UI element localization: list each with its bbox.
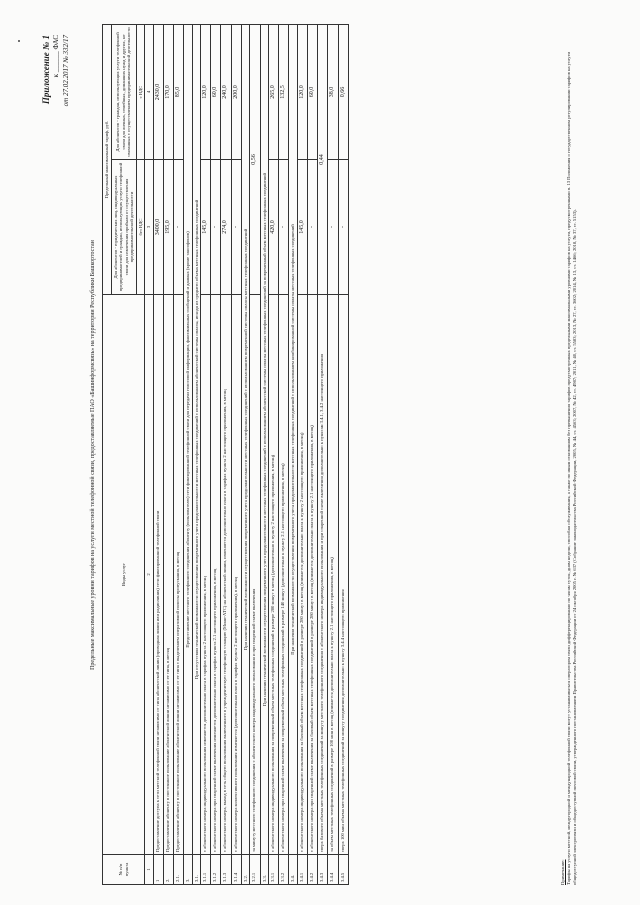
service-description-cell: с абонентского номера индивидуального пользования изменяется дополнительно плата в тарифах пункта 2 настоящего приложения, в месяц: [201, 295, 211, 855]
row-number-cell: 3.4.3: [318, 855, 328, 885]
notes-text: Тарифы на услуги местной, междугородной и международной телефонной связи могут устанавливаться оператором связи дифференцированно по часам суток, дням недели, способам обслуживания, а также по иным основаниям без превышения тарифов предусмотренных предельными максимальными уровнями тарифов на услуги, предусмотренными п. 13 Положения о государственном регулировании тарифов на услуги общедоступной электросвязи и общедоступной почтовой связи, утвержденного постановлением Правительства Российской Федерации от 24 октября 2005 г. № 637 (Собрание законодательства Российской Федерации, 2005, № 44, ст. 4563; 2007, № 42, ст. 4987; 2011, № 40, ст. 5583; 2013, № 27, ст. 3602; 2014, № 13, ст. 1466; 2018, № 37, ст. 5153).: [566, 52, 578, 885]
tariff-legal-cell: 3400,0: [153, 160, 163, 295]
service-description-cell: с абонентского номера при спаренной схеме включения за базовый объем местных телефонных соединений в размере 280 минут в месяц (взимается дополнительно плата к пункту 2.1 настоящего приложения, в месяц): [308, 295, 318, 855]
table-row: [192, 25, 201, 885]
row-number-cell: 3.2.1: [250, 855, 260, 885]
table-row: [297, 25, 307, 885]
tariff-legal-cell: 145,0: [201, 160, 211, 295]
tariff-legal-cell: -: [308, 160, 318, 295]
tariff-citizens-cell: 2430,0: [153, 25, 163, 160]
tariff-legal-cell: -: [338, 160, 348, 295]
service-description-cell: с абонентского номера индивидуального пользования за повременный объем местных телефонных соединений в размере 280 минут в месяц (дополнительно к пункту 2 настоящего приложения, в месяц): [269, 295, 279, 855]
table-row: [201, 25, 211, 885]
table-row: [153, 25, 163, 885]
col-number: 2: [145, 295, 154, 855]
tariff-legal-cell: -: [173, 160, 183, 295]
service-description-cell: сверх 100 мин объема местных телефонных соединений за минуту соединения дополнительно к пункту 3.4.4 настоящего приложения: [338, 295, 348, 855]
col-number: 1: [145, 855, 154, 885]
section-header-cell: При наличии технической возможности осуществления повременного учета продолжительности местных телефонных соединений с использованием повременной системы оплаты местных телефонных соединений: [241, 25, 250, 855]
tariff-legal-cell: -: [231, 160, 241, 295]
table-row: [163, 25, 173, 885]
row-number-cell: 3.3.2: [279, 855, 289, 885]
row-number-cell: 3.3.: [260, 855, 269, 885]
table-row: [318, 25, 328, 885]
table-row: [269, 25, 279, 885]
tariff-legal-cell: 145,0: [297, 160, 307, 295]
tariff-citizens-cell: 240,0: [221, 25, 231, 160]
col-header-vat-legal: без НДС: [136, 160, 145, 295]
table-row: [221, 25, 231, 885]
row-number-cell: 3.1.1: [201, 855, 211, 885]
row-number-cell: 2.: [163, 855, 173, 885]
row-number-cell: 3.2.: [241, 855, 250, 885]
col-header-vat-citizens: с НДС: [136, 25, 145, 160]
appendix-ref-line2: от 27.02.2017 № 332/17: [61, 35, 70, 107]
notes-heading: Примечание:: [560, 859, 565, 885]
service-description-cell: с абонентского номера коллективного пользования изменяется (дополнительная плата в тарифах пункта 2 настоящего приложения), в месяц: [231, 295, 241, 855]
table-row: [211, 25, 221, 885]
col-number: 4: [145, 25, 154, 160]
col-header-legal: Для абонентов - юридических лиц, индивидуальных предпринимателей и граждан, использующих услуги телефонной связи для извлечения прибыли от осуществления предпринимательской деятельности: [111, 160, 136, 295]
tariff-citizens-cell: 200,0: [231, 25, 241, 160]
col-header-citizens: Для абонентов - граждан, использующих услуги телефонной связи для личных, семейных, домашних нужд и других, не связанных с осуществлением предпринимательской деятельности: [111, 25, 136, 160]
row-number-cell: 3.4.4: [328, 855, 338, 885]
row-number-cell: 3.4.2: [308, 855, 318, 885]
tariff-legal-cell: -: [328, 160, 338, 295]
service-description-cell: с абонентского номера индивидуального пользования за базовый объем местных телефонных соединений в размере 280 минут в месяц (взимается дополнительно плата к пункту 2 настоящего приложения, в месяц): [297, 295, 307, 855]
service-description-cell: Предоставление абоненту в постоянное пользование абонентской линии независимо от ее типа, в месяц: [163, 295, 173, 855]
col-header-service: Виды услуг: [103, 295, 145, 855]
service-description-cell: Предоставление доступа к сети местной телефонной связи независимо от типа абонентской линии (проводная линия или радиолиния) сети фиксированной телефонной связи: [153, 295, 163, 855]
tariff-citizens-cell: 265,0: [269, 25, 279, 160]
table-row: [279, 25, 289, 885]
row-number-cell: 3.1.4: [231, 855, 241, 885]
tariff-legal-cell: 420,0: [269, 160, 279, 295]
tariff-citizens-cell: 132,5: [279, 25, 289, 160]
row-number-cell: 3.: [184, 855, 193, 885]
col-header-group: Предельный максимальный тариф, руб.: [103, 25, 112, 295]
section-header-cell: При отсутствии технической возможности осуществления повременного учета продолжительности местных телефонных соединений с использованием абонентской системы оплаты, исходя из среднего объема местных телефонных соединений: [192, 25, 201, 855]
col-number: 3: [145, 160, 154, 295]
document-title: Предельные максимальные уровни тарифов на услуги местной телефонной связи, предоставляемые ПАО «Башинформсвязь» на территории Республики Башкортостан: [90, 240, 96, 670]
tariff-legal-cell: 274,0: [221, 160, 231, 295]
table-row: [250, 25, 260, 885]
tariff-table: [102, 24, 349, 885]
table-row: [338, 25, 348, 885]
section-header-cell: Предоставление местного телефонного соединения абоненту (пользователю) сети фиксированной телефонной связи для передачи голосовой информации, факсимильных сообщений и данных (кроме таксофонов): [184, 25, 193, 855]
table-row: [173, 25, 183, 885]
table-row: [184, 25, 193, 885]
tariff-citizens-cell: 60,0: [211, 25, 221, 160]
scan-speck: [18, 40, 20, 42]
table-row: [231, 25, 241, 885]
service-description-cell: за минуту местного телефонного соединения с абонентского номера индивидуального пользования и при спаренной схеме включения: [250, 295, 260, 855]
service-description-cell: за объем местных телефонных соединений в размере 100 мин в месяц (взимается дополнительно плата к пункту 2.1 настоящего приложения, в месяц): [328, 295, 338, 855]
row-number-cell: 3.1.3: [221, 855, 231, 885]
tariff-citizens-cell: 120,0: [297, 25, 307, 160]
service-description-cell: сверх базового объема местных телефонных соединений за минуту местного телефонного соединения с абонентского номера индивидуального пользования и при спаренной схеме включения дополнительно к пунктам 3.4.1, 3.4.2 настоящего приложения: [318, 295, 328, 855]
row-number-cell: 2.1.: [173, 855, 183, 885]
rotated-content: [40, 25, 620, 885]
row-number-cell: 3.3.1: [269, 855, 279, 885]
tariff-citizens-cell: 170,0: [163, 25, 173, 160]
tariff-legal-cell: -: [279, 160, 289, 295]
tariff-citizens-cell: 38,0: [328, 25, 338, 160]
header: [40, 25, 110, 885]
col-header-num: № п/п пункта: [103, 855, 145, 885]
tariff-legal-cell: 195,0: [163, 160, 173, 295]
tariff-merged-cell: 0,44: [318, 25, 328, 295]
row-number-cell: 3.4.5: [338, 855, 348, 885]
service-description-cell: с абонентского номера при спаренной схеме включения за повременный объем местных телефонных соединений в размере 140 минут (дополнительно к пункту 2.1 настоящего приложения, в месяц): [279, 295, 289, 855]
service-description-cell: с абонентского номера при спаренной схеме включения изменяется дополнительно плата в тарифах пункта 2.1 настоящего приложения, в месяц: [211, 295, 221, 855]
table-row: [241, 25, 250, 885]
section-header-cell: При наличии технической возможности осуществления повременного учета продолжительности местных телефонных соединений с использованием абонентской системы оплаты местных телефонных соединений за повременный объем местных телефонных соединений: [260, 25, 269, 855]
row-number-cell: 3.1.: [192, 855, 201, 885]
notes-block: [560, 25, 579, 885]
table-row: [289, 25, 298, 885]
tariff-citizens-cell: 85,0: [173, 25, 183, 160]
service-description-cell: с абонентского номера, выход в сеть общего пользования включенного в учрежденческую телефонную станцию (Мини-АТС) на абонентской линии, изменяется дополнительно плата в тарифах пункта 2 настоящего приложения, в месяц: [221, 295, 231, 855]
table-row: [328, 25, 338, 885]
row-number-cell: 3.4.1: [297, 855, 307, 885]
row-number-cell: 3.4.: [289, 855, 298, 885]
appendix-label: Приложение № 1: [41, 35, 51, 105]
appendix-block: [40, 35, 71, 106]
row-number-cell: 1: [153, 855, 163, 885]
table-body: [153, 25, 348, 885]
tariff-citizens-cell: 0,66: [338, 25, 348, 160]
tariff-merged-cell: 0,56: [250, 25, 260, 295]
tariff-citizens-cell: 120,0: [201, 25, 211, 160]
tariff-citizens-cell: 60,0: [308, 25, 318, 160]
table-row: [308, 25, 318, 885]
appendix-ref-line1: к ______ ФАС: [52, 35, 61, 78]
section-header-cell: При наличии технической возможности осуществления повременного учета продолжительности местных телефонных соединений с использованием комбинированной системы оплаты местных телефонных соединений: [289, 25, 298, 855]
tariff-legal-cell: -: [211, 160, 221, 295]
row-number-cell: 3.1.2: [211, 855, 221, 885]
service-description-cell: Предоставление абоненту в постоянное пользование абонентской линии независимо от ее типа с выделением оперативной полосы пропускания, в месяц: [173, 295, 183, 855]
table-row: [260, 25, 269, 885]
